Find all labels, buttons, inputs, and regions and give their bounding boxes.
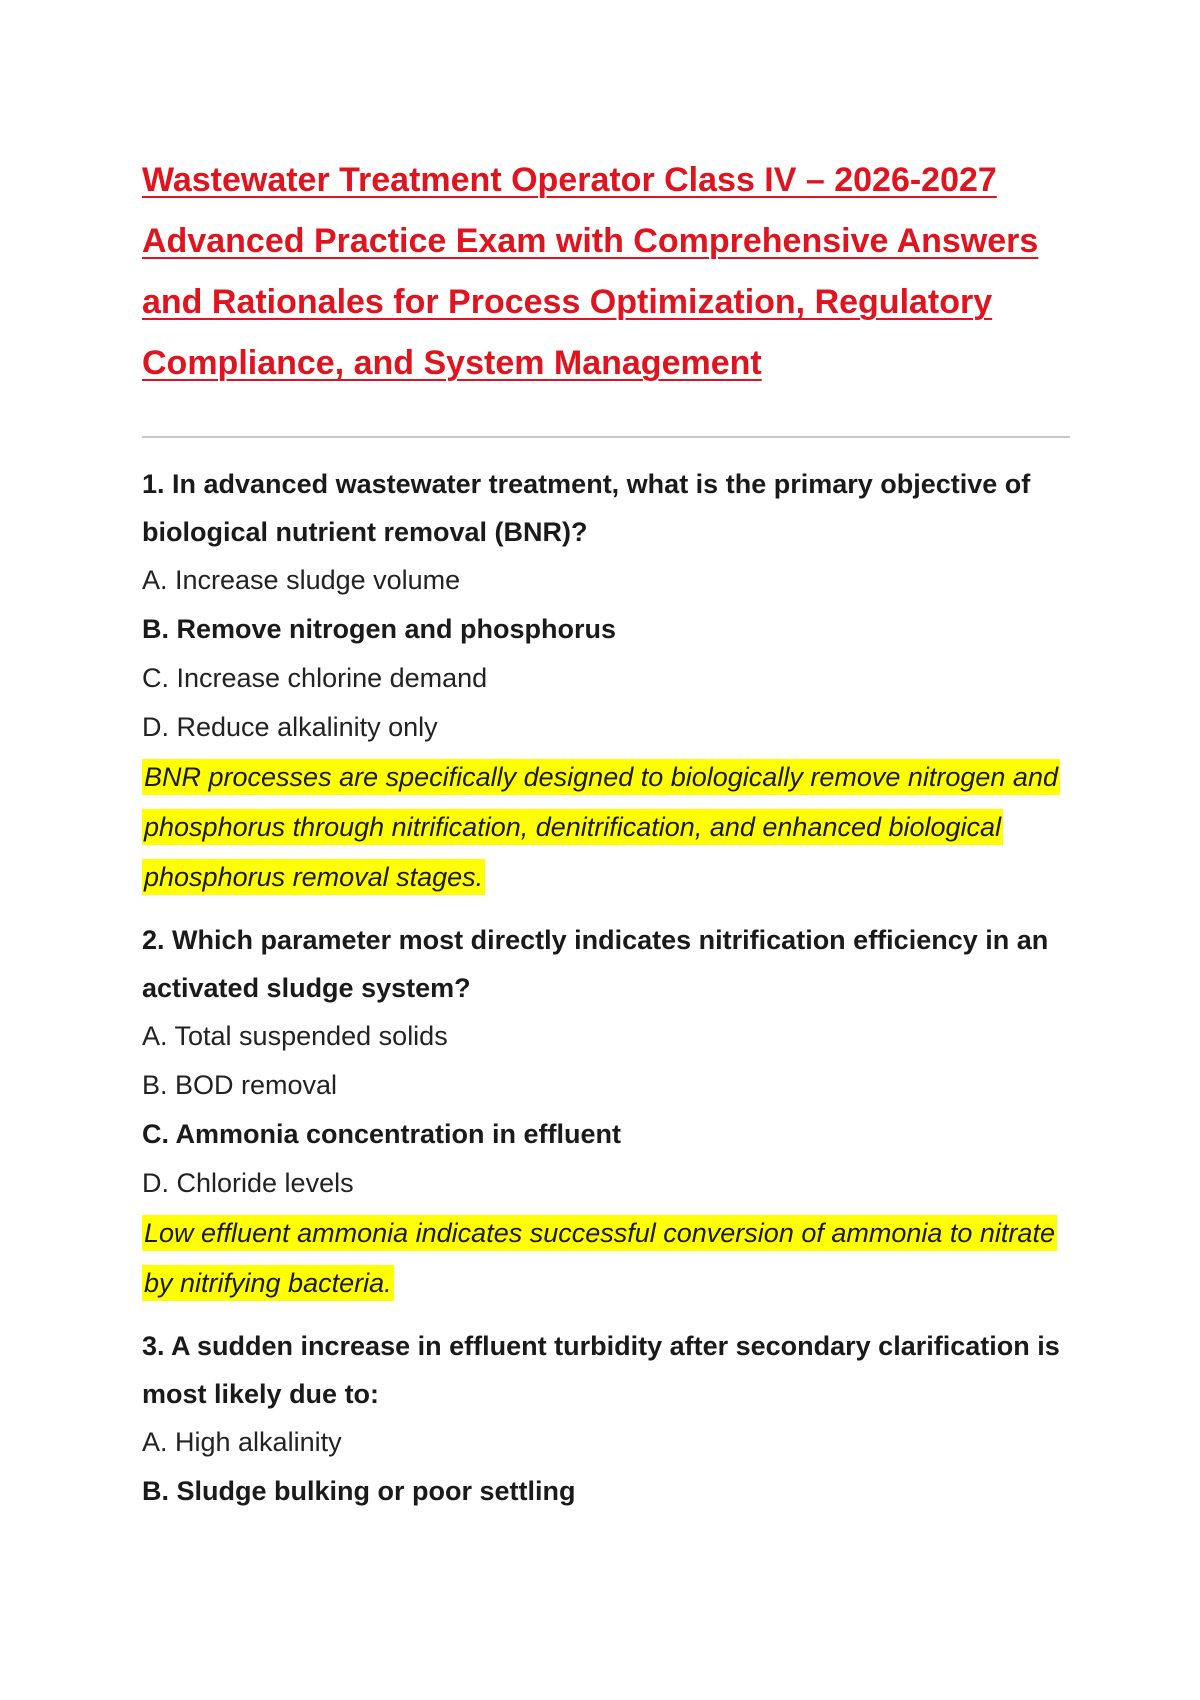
answer-rationale [142, 752, 1070, 902]
document-page [142, 150, 1070, 1530]
answer-option-c-correct: C. Ammonia concentration in effluent [142, 1119, 622, 1149]
answer-option-a: A. High alkalinity [142, 1427, 342, 1457]
rationale-highlight: Low effluent ammonia indicates successful conversion of ammonia to nitrate by nitrifying bacteria. [142, 1215, 1057, 1301]
question-stem: 3. A sudden increase in effluent turbidity after secondary clarification is most likely due to: [142, 1331, 1060, 1409]
question-stem: 1. In advanced wastewater treatment, what is the primary objective of biological nutrient removal (BNR)? [142, 469, 1031, 547]
answer-option-b-correct: B. Remove nitrogen and phosphorus [142, 614, 617, 644]
question-list [142, 460, 1070, 1516]
answer-option-a: A. Total suspended solids [142, 1021, 448, 1051]
answer-option-c: C. Increase chlorine demand [142, 663, 488, 693]
document-title: Wastewater Treatment Operator Class IV – 2026-2027 Advanced Practice Exam with Comprehensive Answers and Rationales for Process Optimization, Regulatory Compliance, and System Management [142, 161, 1039, 382]
answer-option-b-correct: B. Sludge bulking or poor settling [142, 1476, 576, 1506]
title-divider [142, 436, 1070, 438]
question-3 [142, 1322, 1070, 1516]
answer-option-b: B. BOD removal [142, 1070, 338, 1100]
answer-rationale [142, 1208, 1070, 1308]
answer-option-a: A. Increase sludge volume [142, 565, 461, 595]
answer-option-d: D. Reduce alkalinity only [142, 712, 438, 742]
question-stem: 2. Which parameter most directly indicates nitrification efficiency in an activated sludge system? [142, 925, 1049, 1003]
rationale-highlight: BNR processes are specifically designed to biologically remove nitrogen and phosphorus through nitrification, denitrification, and enhanced biological phosphorus removal stages. [142, 759, 1060, 895]
answer-option-d: D. Chloride levels [142, 1168, 354, 1198]
question-2 [142, 916, 1070, 1308]
question-1 [142, 460, 1070, 902]
